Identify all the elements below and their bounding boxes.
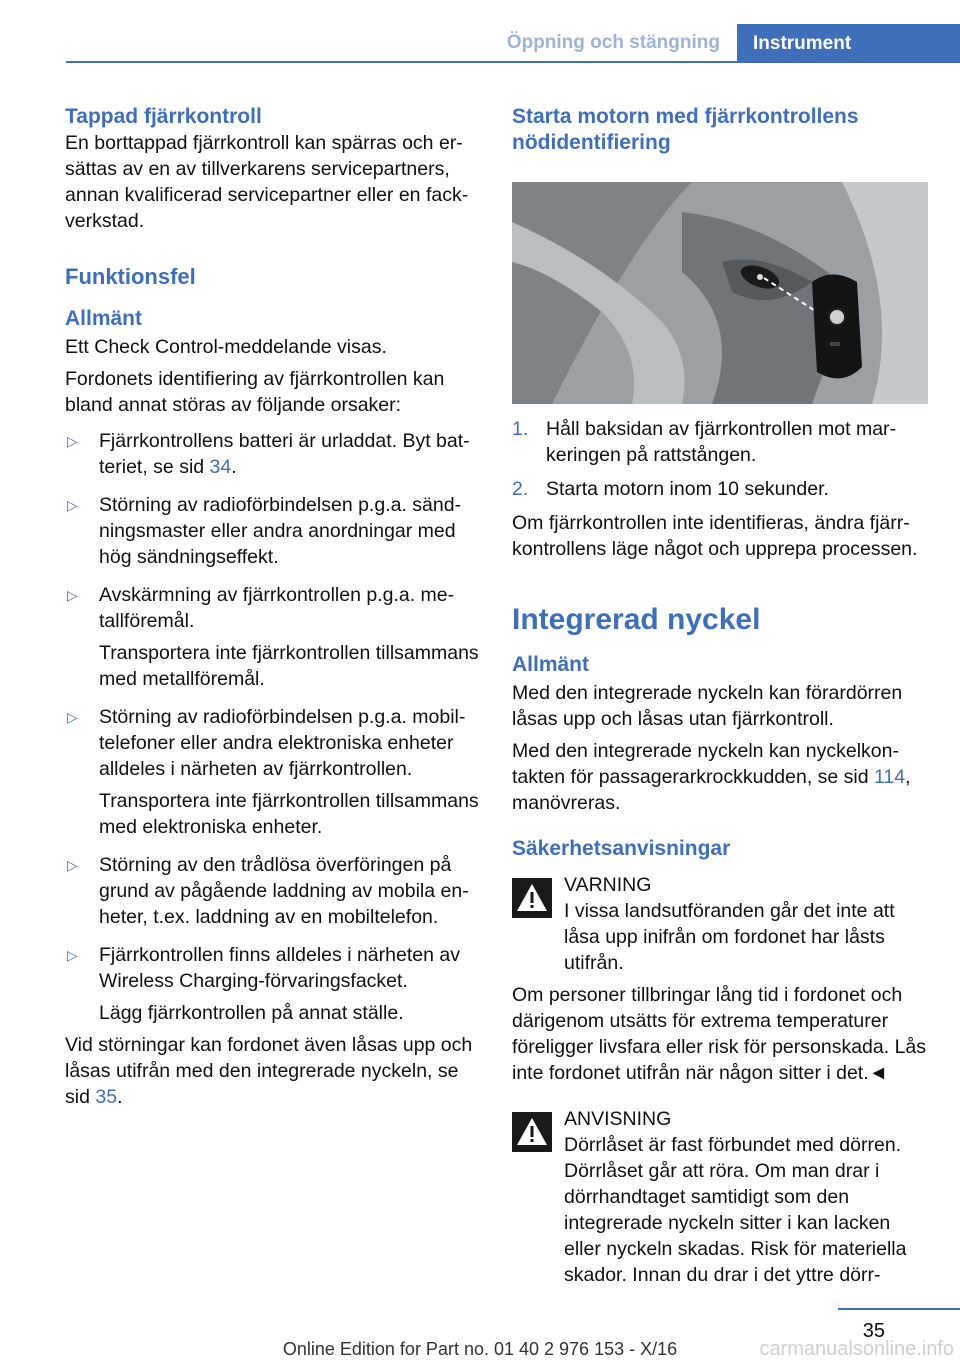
general-heading-left: Allmänt [65, 307, 143, 330]
steering-column-photo [512, 182, 928, 404]
left-column [65, 104, 483, 1116]
general-text-1: Ett Check Control-meddelande visas. [65, 336, 387, 358]
list-item [65, 582, 483, 692]
key-general-text-2-body: Med den integrerade nyckeln kan nyckelkontakten för passagerarkrockkudden, se sid [512, 740, 899, 788]
bullet-triangle-icon: ▷ [67, 433, 78, 449]
header-section-title: Öppning och stängning [506, 32, 720, 53]
watermark: carmanualsonline.info [759, 1338, 954, 1360]
warning-triangle-icon [512, 878, 552, 918]
step-number: 1. [512, 418, 529, 440]
list-item [512, 476, 932, 502]
start-steps-list [512, 416, 932, 502]
list-item [65, 428, 483, 480]
notice-text-1: Dörrlåset är fast förbundet med dörren. Dörrlåset går att röra. Om man drar i dörrhandtaget samtidigt som den integrerade nyckeln sitter i kan lacken eller nyckeln skadas. Risk för materiella skador. Innan du drar i det yttre dörr- [564, 1134, 907, 1286]
integrated-key-heading: Integrerad nyckel [512, 603, 761, 636]
key-general-text-2-tail: , manövreras. [512, 766, 911, 814]
start-note: Om fjärrkontrollen inte identifieras, ändra fjärrkontrollens läge något och upprepa processen. [512, 512, 918, 560]
warning-label: VARNING [564, 874, 652, 896]
general-text-2: Fordonets identifiering av fjärrkontrollen kan bland annat störas av följande orsaker: [65, 368, 445, 416]
bullet-triangle-icon: ▷ [67, 497, 78, 513]
list-item-text: Störning av den trådlösa överföringen på grund av pågående laddning av mobila enheter, t.ex. laddning av en mobiltelefon. [99, 854, 469, 928]
closing-text-body: Vid störningar kan fordonet även låsas upp och låsas utifrån med den integrerade nyckeln, se sid [65, 1034, 473, 1108]
header-chapter-tab: Instrument [737, 24, 960, 63]
list-item-punct: . [231, 456, 237, 478]
right-column [512, 104, 932, 1288]
malfunction-heading: Funktionsfel [65, 264, 196, 289]
list-item-text: Fjärrkontrollen finns alldeles i närheten av Wireless Charging-förvaringsfacket. [99, 944, 460, 992]
list-item [65, 492, 483, 570]
start-engine-heading: Starta motorn med fjärrkontrollens nödidentifiering [512, 105, 859, 154]
page-number: 35 [862, 1320, 885, 1342]
bullet-triangle-icon: ▷ [67, 947, 78, 963]
bullet-triangle-icon: ▷ [67, 587, 78, 603]
key-general-text-1: Med den integrerade nyckeln kan förardörren låsas upp och låsas utan fjärrkontroll. [512, 682, 903, 730]
lost-remote-heading: Tappad fjärrkontroll [65, 105, 262, 128]
warning-text-2: Om personer tillbringar lång tid i fordonet och därigenom utsätts för extrema temperaturer föreligger livsfara eller risk för personskada. Lås inte fordonet utifrån när någon sitter i det.◄ [512, 984, 927, 1084]
warning-block [512, 872, 932, 976]
notice-triangle-icon [512, 1112, 552, 1152]
list-item-text: Störning av radioförbindelsen p.g.a. sändningsmaster eller andra anordningar med hög sändningseffekt. [99, 494, 462, 568]
footer-rule [838, 1308, 960, 1310]
list-item-subtext: Lägg fjärrkontrollen på annat ställe. [99, 1002, 404, 1024]
notice-block [512, 1106, 932, 1288]
general-heading-right: Allmänt [512, 653, 590, 676]
lost-remote-text: En borttappad fjärrkontroll kan spärras och ersättas av en av tillverkarens servicepartners, annan kvalificerad servicepartner eller en fackverkstad. [65, 132, 469, 232]
page-link[interactable]: 34 [209, 456, 232, 478]
list-item-text: Avskärmning av fjärrkontrollen p.g.a. metallföremål. [99, 584, 455, 632]
list-item-subtext: Transportera inte fjärrkontrollen tillsammans med elektroniska enheter. [99, 790, 479, 838]
page-link[interactable]: 35 [95, 1086, 118, 1108]
list-item-text: Fjärrkontrollens batteri är urladdat. Byt batteriet, se sid [99, 430, 470, 478]
warning-text-1a: I vissa landsutföranden går det inte att låsa upp inifrån om fordonet har låsts utifrån. [564, 900, 895, 974]
closing-punct: . [117, 1086, 123, 1108]
footer-edition: Online Edition for Part no. 01 40 2 976 153 - X/16 [282, 1339, 678, 1359]
step-text: Starta motorn inom 10 sekunder. [546, 478, 829, 500]
notice-label: ANVISNING [564, 1108, 672, 1130]
safety-heading: Säkerhetsanvisningar [512, 837, 731, 860]
interference-list [65, 428, 483, 1026]
page-link[interactable]: 114 [874, 766, 906, 788]
step-text: Håll baksidan av fjärrkontrollen mot markeringen på rattstången. [546, 418, 897, 466]
bullet-triangle-icon: ▷ [67, 709, 78, 725]
list-item [512, 416, 932, 468]
key-general-text-2 [512, 738, 932, 816]
step-number: 2. [512, 478, 529, 500]
list-item [65, 852, 483, 930]
bullet-triangle-icon: ▷ [67, 857, 78, 873]
list-item [65, 704, 483, 840]
list-item-subtext: Transportera inte fjärrkontrollen tillsammans med metallföremål. [99, 642, 479, 690]
list-item [65, 942, 483, 1026]
closing-text [65, 1032, 483, 1110]
header-rule [66, 61, 960, 63]
list-item-text: Störning av radioförbindelsen p.g.a. mobiltelefoner eller andra elektroniska enheter alldeles i närheten av fjärrkontrollen. [99, 706, 466, 780]
